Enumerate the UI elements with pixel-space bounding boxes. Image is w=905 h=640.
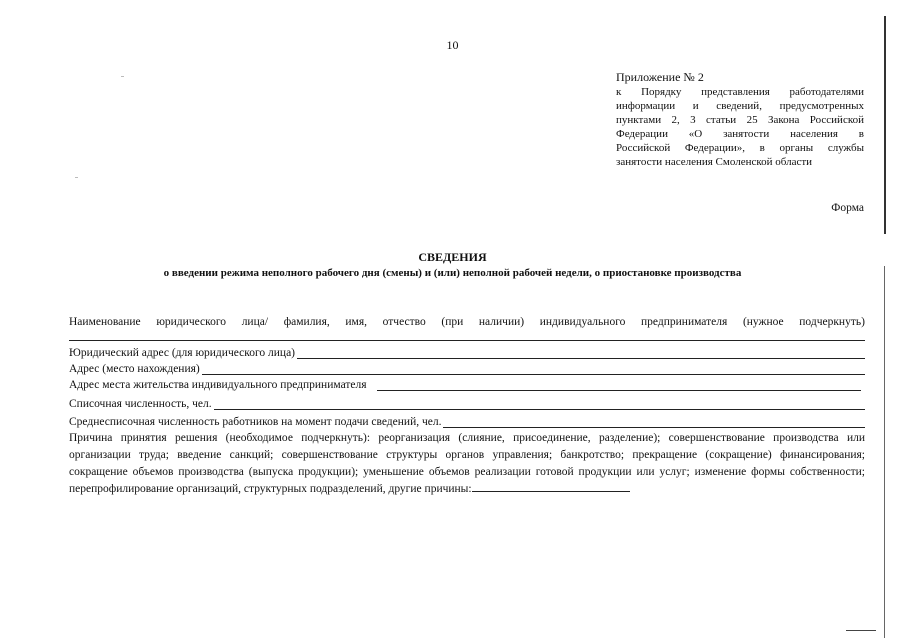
name-word: юридического	[156, 316, 227, 328]
appendix-line: Российской Федерации», в органы службы	[616, 142, 864, 154]
legal-address-field[interactable]	[297, 348, 865, 359]
name-word: отчество	[382, 316, 426, 328]
reason-paragraph	[69, 430, 865, 498]
appendix-title: Приложение № 2	[616, 70, 704, 84]
appendix-block	[616, 70, 864, 169]
name-word: предпринимателя	[641, 316, 728, 328]
scan-speck	[121, 76, 124, 77]
average-headcount-label: Среднесписочная численность работников на момент подачи сведений, чел.	[69, 416, 442, 428]
scan-edge-line	[884, 16, 886, 234]
document-subtitle: о введении режима неполного рабочего дня (смены) и (или) неполной рабочей недели, о приостановке производства	[163, 267, 742, 279]
headcount-field[interactable]	[214, 399, 865, 410]
scan-edge-line	[846, 630, 876, 631]
location-address-field[interactable]	[202, 364, 865, 375]
scan-edge-line	[884, 266, 885, 638]
headcount-label: Списочная численность, чел.	[69, 398, 212, 410]
location-address-row	[69, 361, 865, 375]
appendix-line: занятости населения Смоленской области	[616, 156, 813, 168]
name-word: наличии)	[478, 316, 525, 328]
name-word: фамилия,	[283, 316, 330, 328]
appendix-line: пунктами 2, 3 статьи 25 Закона Российской	[616, 114, 864, 126]
legal-address-label: Юридический адрес (для юридического лица)	[69, 347, 296, 359]
entrepreneur-address-field[interactable]	[377, 380, 861, 391]
name-word: подчеркнуть)	[799, 316, 865, 328]
name-word: (при	[441, 316, 464, 328]
name-word: Наименование	[69, 316, 141, 328]
document-title: СВЕДЕНИЯ	[418, 250, 487, 264]
other-reasons-field[interactable]	[472, 481, 630, 492]
headcount-row	[69, 396, 865, 410]
organization-name-label	[69, 316, 865, 328]
name-word: лица/	[241, 316, 269, 328]
appendix-line: Федерации «О занятости населения в	[616, 128, 864, 140]
entrepreneur-address-label: Адрес места жительства индивидуального предпринимателя	[69, 379, 367, 391]
average-headcount-field[interactable]	[443, 417, 865, 428]
form-label: Форма	[831, 202, 864, 214]
name-word: имя,	[345, 316, 368, 328]
name-word: (нужное	[742, 316, 784, 328]
appendix-line: информации и сведений, предусмотренных	[616, 100, 864, 112]
average-headcount-row	[69, 414, 865, 428]
legal-address-row	[69, 345, 865, 359]
reason-text: Причина принятия решения (необходимое подчеркнуть): реорганизация (слияние, присоединение, разделение); совершенствование производства или организации труда; введение санкций; совершенствование структуры органов управления; банкротство; прекращение (сокращение) финансирования; сокращение объемов производства (выпуска продукции); уменьшение объемов реализации готовой продукции или услуг; изменение формы собственности; перепрофилирование организаций, структурных подразделений, другие причины:	[69, 432, 865, 495]
scan-speck	[75, 177, 78, 178]
entrepreneur-address-row	[69, 377, 865, 391]
appendix-line: к Порядку представления работодателями	[616, 86, 864, 98]
page-number: 10	[446, 38, 459, 52]
organization-name-field[interactable]	[69, 340, 865, 341]
location-address-label: Адрес (место нахождения)	[69, 363, 200, 375]
name-word: индивидуального	[539, 316, 626, 328]
